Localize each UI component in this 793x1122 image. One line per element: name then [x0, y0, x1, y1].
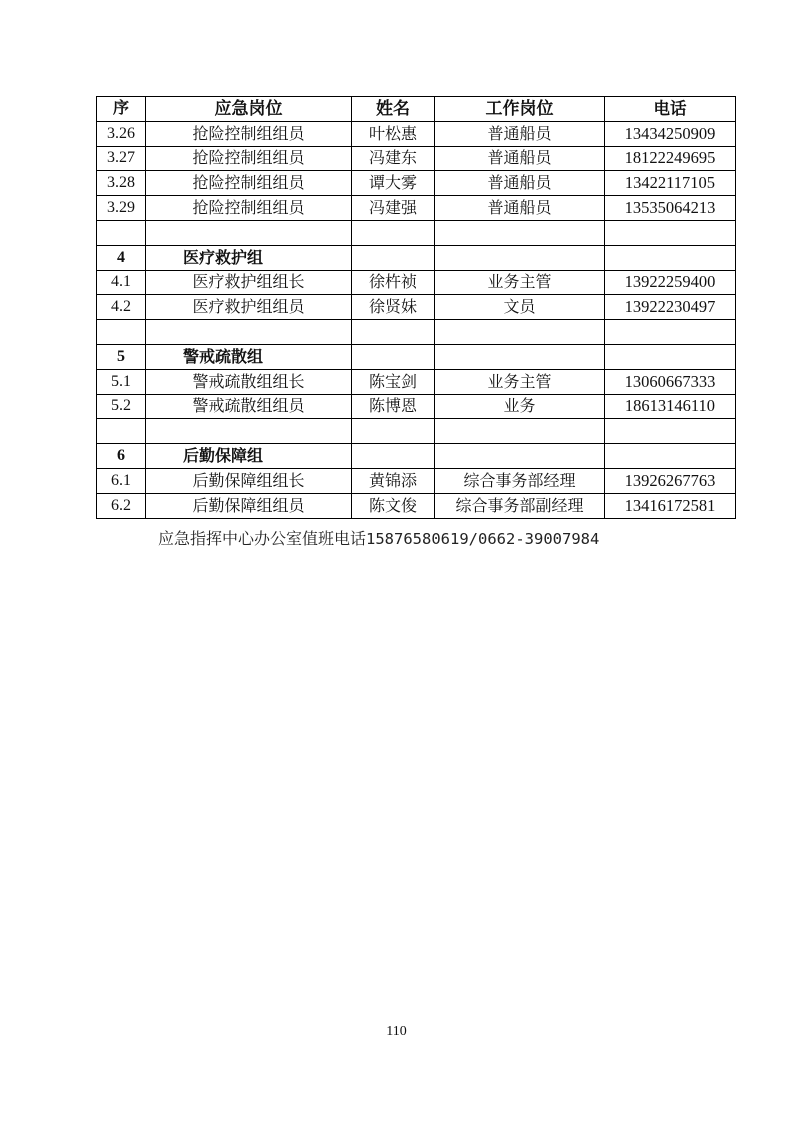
group-title: 后勤保障组 — [146, 444, 352, 469]
cell-role: 抢险控制组组员 — [146, 146, 352, 171]
cell-no: 6.2 — [97, 493, 146, 518]
table-row — [97, 468, 736, 493]
emergency-contact-table — [96, 96, 736, 519]
cell-no: 3.29 — [97, 196, 146, 221]
table-row — [97, 369, 736, 394]
duty-phone-numbers: 15876580619/0662-39007984 — [366, 530, 600, 548]
table-row — [97, 171, 736, 196]
cell-phone: 13535064213 — [605, 196, 736, 221]
cell-no: 6.1 — [97, 468, 146, 493]
cell-name: 陈宝剑 — [352, 369, 435, 394]
cell-name: 徐贤妹 — [352, 295, 435, 320]
cell-role: 后勤保障组组长 — [146, 468, 352, 493]
cell-phone: 13060667333 — [605, 369, 736, 394]
cell-job: 业务主管 — [435, 270, 605, 295]
cell-name: 谭大雾 — [352, 171, 435, 196]
table-row — [97, 394, 736, 419]
cell-phone — [605, 245, 736, 270]
cell-no: 4.2 — [97, 295, 146, 320]
cell-phone: 13434250909 — [605, 121, 736, 146]
cell-role — [146, 220, 352, 245]
cell-no — [97, 419, 146, 444]
cell-role: 抢险控制组组员 — [146, 171, 352, 196]
header-job-title: 工作岗位 — [435, 97, 605, 122]
cell-no: 5.2 — [97, 394, 146, 419]
duty-phone-note — [158, 526, 599, 549]
group-header-row — [97, 444, 736, 469]
cell-name — [352, 245, 435, 270]
header-phone: 电话 — [605, 97, 736, 122]
table-row — [97, 295, 736, 320]
cell-no: 4.1 — [97, 270, 146, 295]
cell-phone: 13422117105 — [605, 171, 736, 196]
cell-name — [352, 444, 435, 469]
cell-phone: 13922259400 — [605, 270, 736, 295]
cell-name: 黄锦添 — [352, 468, 435, 493]
cell-job — [435, 320, 605, 345]
group-no: 5 — [97, 344, 146, 369]
cell-job — [435, 245, 605, 270]
cell-job: 普通船员 — [435, 196, 605, 221]
cell-phone: 13416172581 — [605, 493, 736, 518]
cell-job: 业务 — [435, 394, 605, 419]
cell-phone: 13922230497 — [605, 295, 736, 320]
cell-name — [352, 320, 435, 345]
cell-phone: 13926267763 — [605, 468, 736, 493]
header-name: 姓名 — [352, 97, 435, 122]
cell-no — [97, 320, 146, 345]
cell-no: 5.1 — [97, 369, 146, 394]
cell-name — [352, 419, 435, 444]
header-emergency-role: 应急岗位 — [146, 97, 352, 122]
cell-name: 陈文俊 — [352, 493, 435, 518]
group-title: 警戒疏散组 — [146, 344, 352, 369]
cell-no: 3.28 — [97, 171, 146, 196]
cell-job: 普通船员 — [435, 121, 605, 146]
table-row — [97, 493, 736, 518]
duty-phone-label: 应急指挥中心办公室值班电话 — [158, 529, 367, 548]
table-header-row — [97, 97, 736, 122]
table-row — [97, 196, 736, 221]
cell-role: 后勤保障组组员 — [146, 493, 352, 518]
table-row — [97, 270, 736, 295]
cell-job: 综合事务部经理 — [435, 468, 605, 493]
cell-job — [435, 419, 605, 444]
blank-row — [97, 419, 736, 444]
header-no: 序 — [97, 97, 146, 122]
cell-phone — [605, 444, 736, 469]
cell-name: 冯建强 — [352, 196, 435, 221]
group-header-row — [97, 344, 736, 369]
cell-role: 警戒疏散组组员 — [146, 394, 352, 419]
cell-role: 警戒疏散组组长 — [146, 369, 352, 394]
group-header-row — [97, 245, 736, 270]
cell-job: 普通船员 — [435, 146, 605, 171]
cell-name: 叶松惠 — [352, 121, 435, 146]
cell-phone: 18122249695 — [605, 146, 736, 171]
cell-role: 抢险控制组组员 — [146, 196, 352, 221]
cell-no: 3.26 — [97, 121, 146, 146]
cell-phone — [605, 220, 736, 245]
blank-row — [97, 220, 736, 245]
cell-job: 业务主管 — [435, 369, 605, 394]
page-number: 110 — [386, 1024, 407, 1039]
cell-phone — [605, 344, 736, 369]
cell-job — [435, 220, 605, 245]
cell-role — [146, 419, 352, 444]
cell-name — [352, 344, 435, 369]
cell-name: 徐杵祯 — [352, 270, 435, 295]
cell-phone — [605, 419, 736, 444]
cell-job — [435, 344, 605, 369]
cell-role — [146, 320, 352, 345]
cell-name: 冯建东 — [352, 146, 435, 171]
cell-role: 医疗救护组组员 — [146, 295, 352, 320]
cell-no: 3.27 — [97, 146, 146, 171]
blank-row — [97, 320, 736, 345]
cell-name — [352, 220, 435, 245]
group-no: 4 — [97, 245, 146, 270]
cell-phone — [605, 320, 736, 345]
table-row — [97, 121, 736, 146]
cell-no — [97, 220, 146, 245]
table-row — [97, 146, 736, 171]
group-no: 6 — [97, 444, 146, 469]
cell-job: 文员 — [435, 295, 605, 320]
cell-phone: 18613146110 — [605, 394, 736, 419]
cell-role: 抢险控制组组员 — [146, 121, 352, 146]
cell-job: 综合事务部副经理 — [435, 493, 605, 518]
cell-job — [435, 444, 605, 469]
group-title: 医疗救护组 — [146, 245, 352, 270]
cell-role: 医疗救护组组长 — [146, 270, 352, 295]
cell-job: 普通船员 — [435, 171, 605, 196]
cell-name: 陈博恩 — [352, 394, 435, 419]
